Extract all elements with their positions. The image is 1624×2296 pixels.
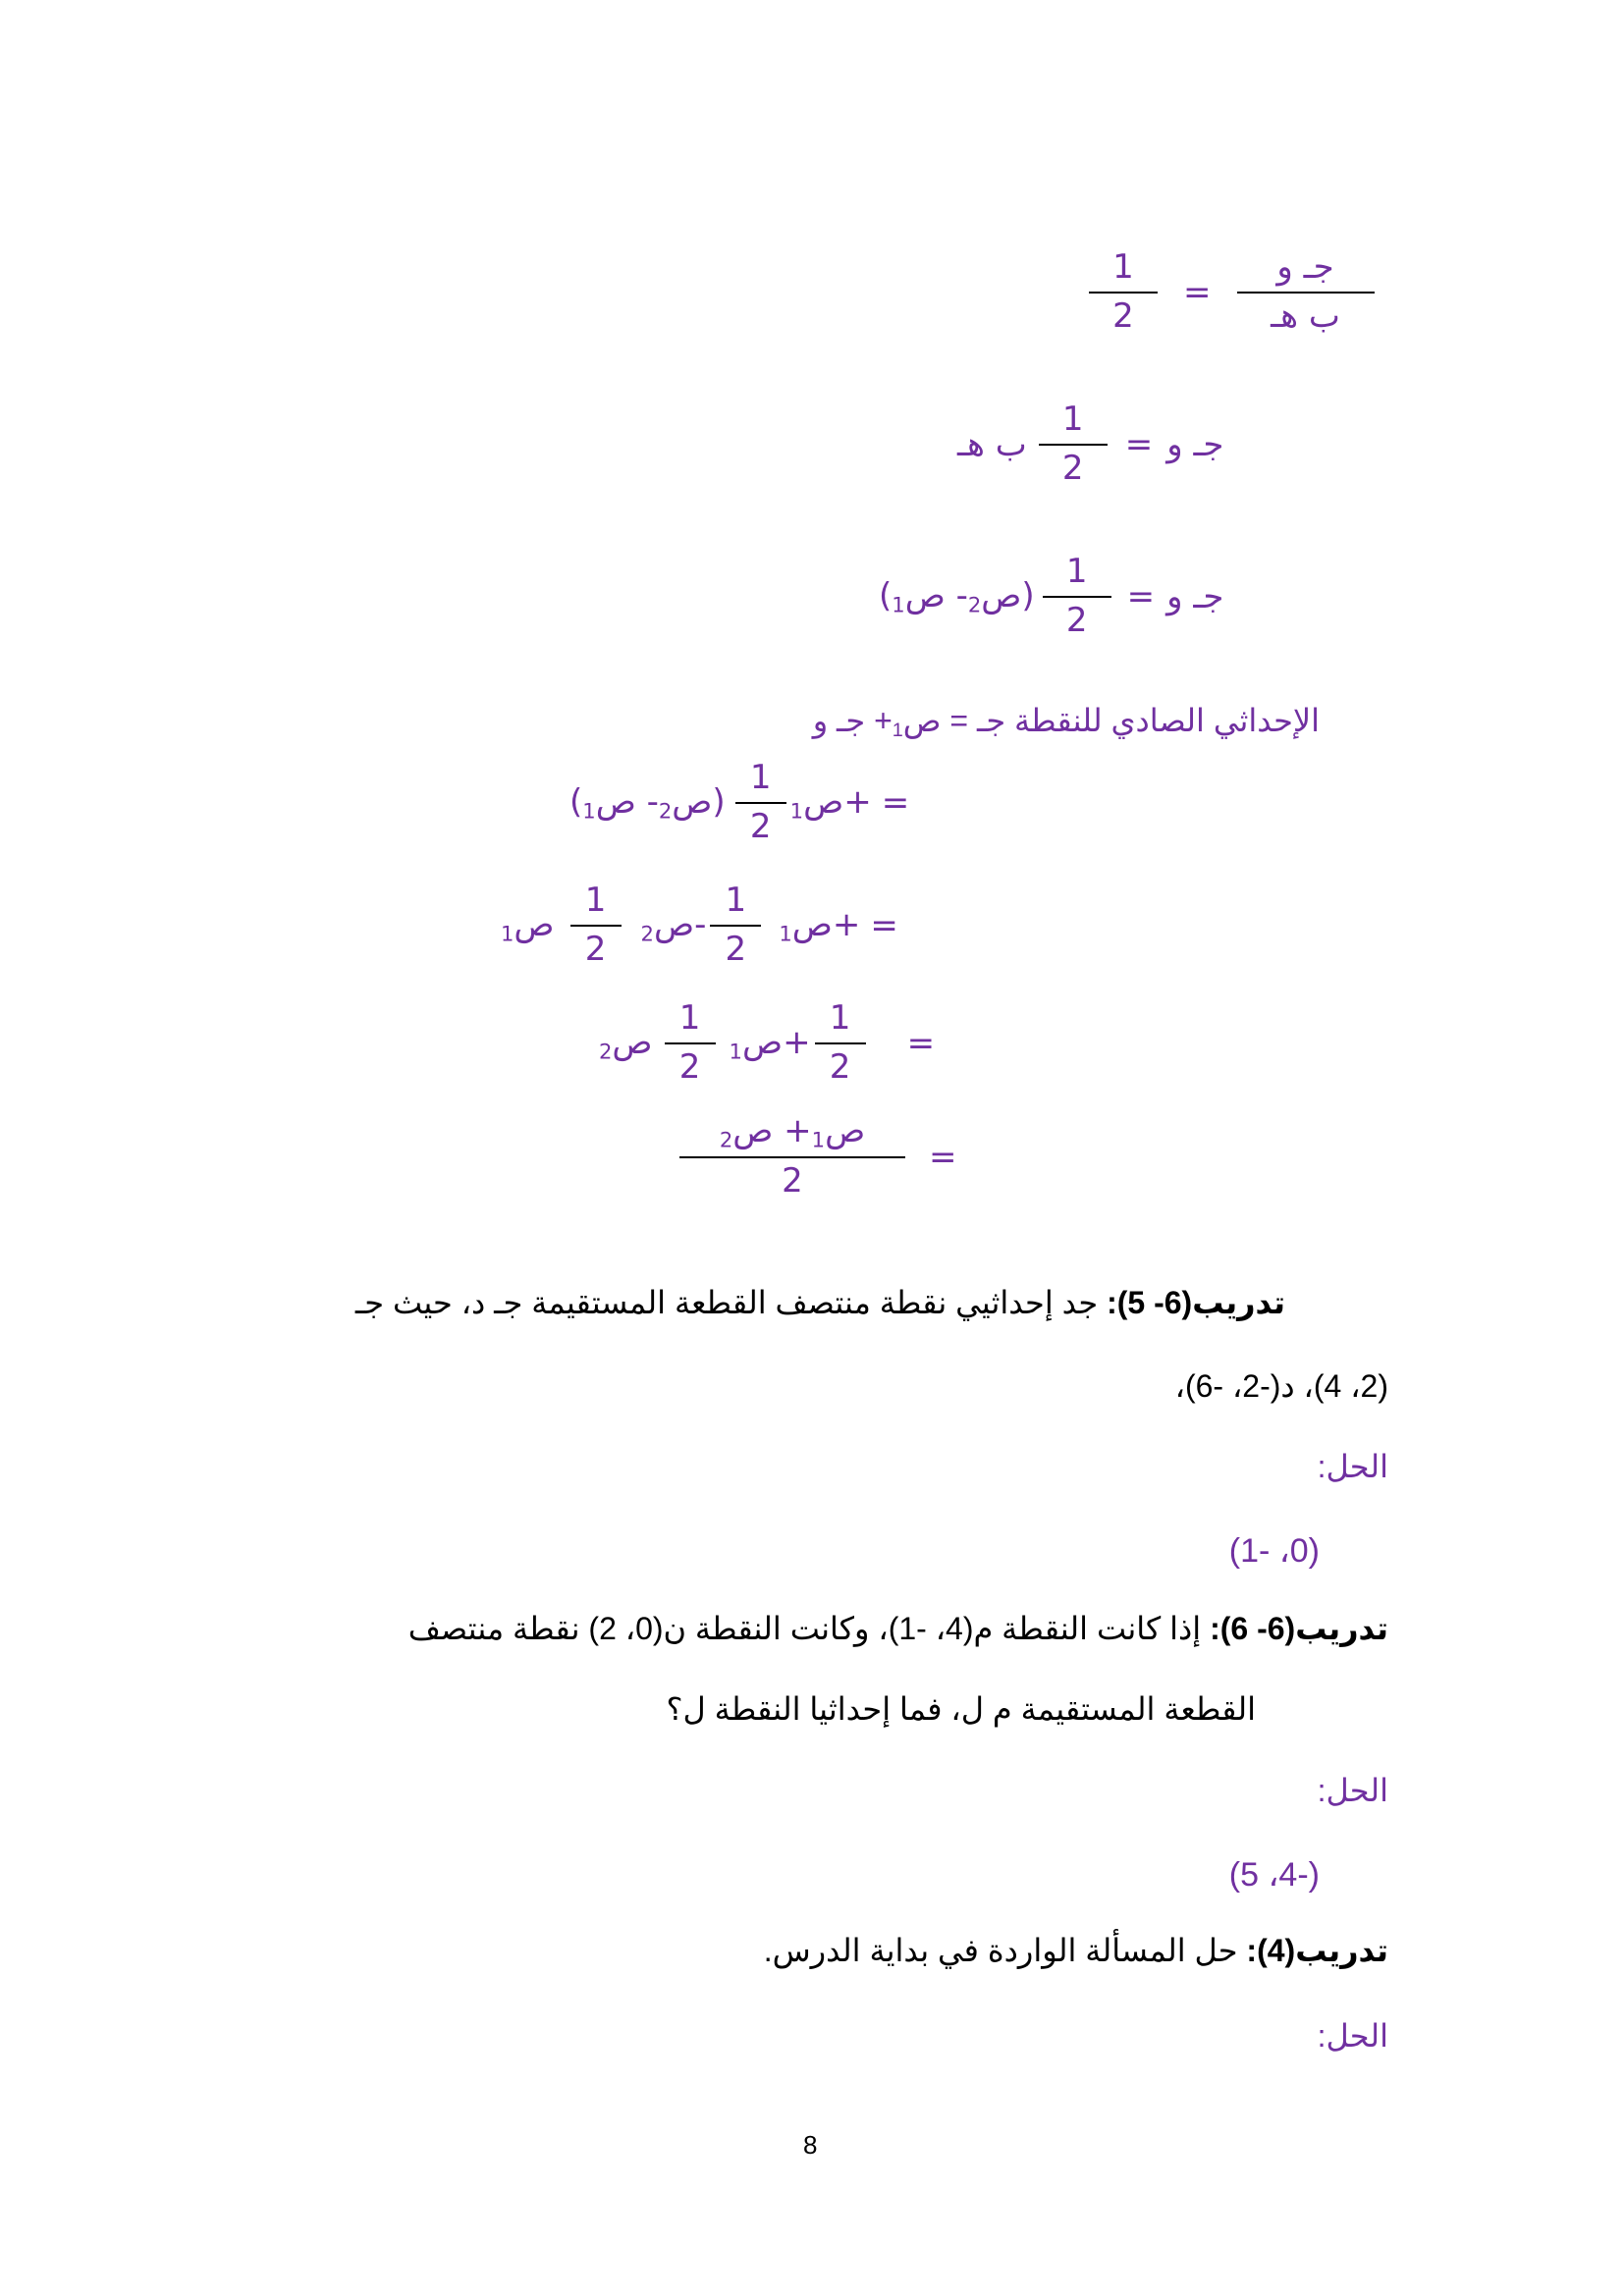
numerator: 1 — [1061, 400, 1084, 439]
answer: (-4، 5) — [1228, 1856, 1320, 1894]
numerator: ص$_1$+ ص$_2$ — [719, 1111, 866, 1152]
denominator: 2 — [725, 929, 747, 969]
fraction-bar — [679, 1156, 905, 1158]
equation-line-c — [599, 998, 936, 1087]
denominator: 2 — [1112, 295, 1134, 336]
fraction-segment-ratio — [1237, 247, 1375, 336]
fraction-bar — [1039, 444, 1108, 446]
term-y2-minus: ص$_2$ - — [640, 904, 707, 945]
fraction-one-half-a — [710, 883, 761, 967]
denominator: 2 — [1061, 448, 1084, 488]
equals-sign: = — [929, 1137, 957, 1177]
page-number: 8 — [803, 2130, 818, 2160]
equation-line-a — [569, 758, 910, 846]
fraction-one-half-b — [665, 998, 716, 1087]
term-y1-plus: ص$_1$ + — [779, 904, 861, 945]
equation-step-2 — [957, 402, 1223, 486]
fraction-bar — [710, 925, 761, 927]
solution-label: الحل: — [1317, 2018, 1388, 2054]
y-coordinate-statement: الإحداثي الصادي للنقطة جـ = ص$_1$+ جـ و — [812, 703, 1320, 741]
fraction-bar — [815, 1042, 866, 1044]
equals-sign: = — [870, 905, 898, 945]
fraction-one-half — [1089, 247, 1158, 336]
solution-label: الحل: — [1317, 1773, 1388, 1808]
term-difference: (ص$_2$- ص$_1$ ) — [569, 781, 726, 823]
fraction-one-half-b — [570, 883, 622, 967]
fraction-bar — [735, 802, 786, 804]
exercise-label: تدريب(4): — [1246, 1933, 1388, 1968]
equals-sign: = — [1183, 272, 1212, 312]
numerator: 1 — [1112, 247, 1134, 287]
exercise-text: إذا كانت النقطة م(4، -1)، وكانت النقطة ن(0، 2) نقطة منتصف — [407, 1611, 1211, 1646]
denominator: 2 — [584, 929, 607, 969]
denominator: 2 — [829, 1046, 851, 1087]
exercise-6-5-line2: (2، 4)، د(-2، -6)، — [1174, 1368, 1388, 1404]
exercise-6-6-line2: القطعة المستقيمة م ل، فما إحداثيا النقطة ل؟ — [666, 1691, 1256, 1727]
equals-sign: = — [1124, 424, 1154, 464]
answer: (0، -1) — [1228, 1532, 1320, 1570]
term-difference: (ص$_2$- ص$_1$ ) — [879, 575, 1035, 616]
equals-sign: = — [906, 1023, 936, 1063]
exercise-4-line1 — [764, 1932, 1388, 1969]
term-y1-plus: ص$_1$ + — [729, 1022, 811, 1063]
fraction-midpoint — [679, 1111, 905, 1201]
numerator: 1 — [1065, 552, 1088, 591]
term-y1: ص$_1$ — [501, 904, 555, 945]
denominator: 2 — [749, 806, 772, 846]
denominator: 2 — [678, 1046, 701, 1087]
numerator: 1 — [749, 758, 772, 797]
exercise-6-5-line1 — [355, 1284, 1285, 1321]
term-y2: ص$_2$ — [599, 1022, 653, 1063]
fraction-one-half — [735, 758, 786, 846]
solution-label: الحل: — [1317, 1449, 1388, 1484]
fraction-bar — [1089, 292, 1158, 294]
exercise-label: تدريب(6- 5): — [1107, 1285, 1285, 1320]
fraction-bar — [1043, 596, 1111, 598]
fraction-one-half — [1043, 552, 1111, 640]
equation-line-d — [676, 1111, 957, 1201]
fraction-one-half-a — [815, 998, 866, 1087]
denominator: ب هـ — [1271, 295, 1340, 336]
fraction-bar — [1237, 292, 1375, 294]
numerator: 1 — [584, 881, 607, 920]
numerator: جـ و — [1276, 247, 1334, 287]
term-bh: ب هـ — [957, 424, 1027, 464]
equals-sign: = — [1126, 576, 1156, 616]
equals-sign: = — [881, 782, 910, 823]
denominator: 2 — [782, 1161, 803, 1201]
fraction-bar — [570, 925, 622, 927]
fraction-bar — [665, 1042, 716, 1044]
equation-step-1 — [1085, 247, 1379, 336]
exercise-text: جد إحداثيي نقطة منتصف القطعة المستقيمة جـ د، حيث جـ — [354, 1285, 1108, 1320]
exercise-label: تدريب(6- 6): — [1210, 1611, 1388, 1646]
exercise-6-6-line1 — [408, 1610, 1388, 1647]
term-jw: جـ و — [1166, 424, 1224, 464]
equation-step-3 — [879, 552, 1224, 640]
numerator: 1 — [678, 998, 701, 1038]
term-jw: جـ و — [1166, 576, 1224, 616]
numerator: 1 — [829, 998, 851, 1038]
equation-line-b — [501, 883, 898, 967]
term-y1-plus: ص$_1$ + — [789, 781, 872, 823]
exercise-text: حل المسألة الواردة في بداية الدرس. — [763, 1933, 1247, 1968]
denominator: 2 — [1065, 600, 1088, 640]
fraction-one-half — [1039, 402, 1108, 486]
numerator: 1 — [725, 881, 747, 920]
